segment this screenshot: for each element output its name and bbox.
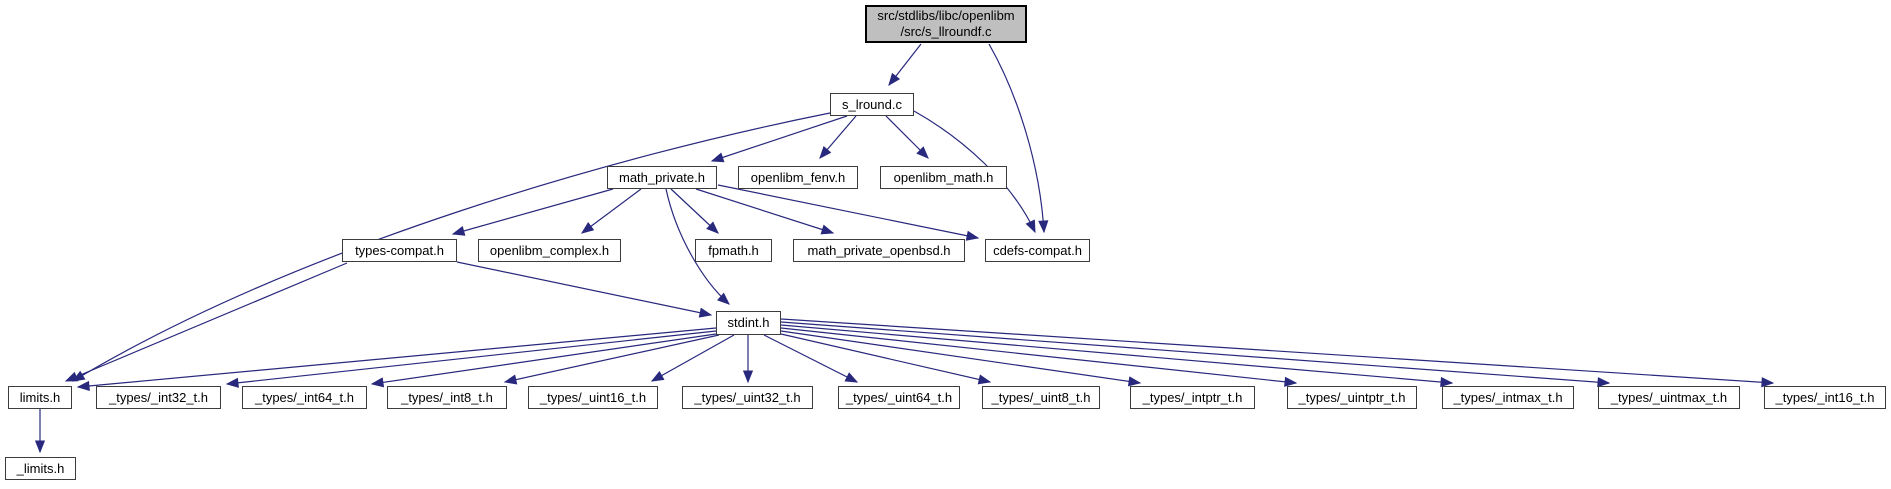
node-label: _types/_intptr_t.h [1142, 389, 1243, 405]
node-types-uint64-t-h[interactable] [838, 386, 960, 409]
node-label: _types/_int16_t.h [1775, 389, 1875, 405]
node-label: types-compat.h [355, 242, 444, 258]
node-label: limits.h [19, 389, 61, 405]
edge-stdint-h-to-types-int64-t-h [372, 334, 716, 384]
node-label: s_lround.c [842, 96, 902, 112]
edge-stdint-h-to-types-uint64-t-h [764, 335, 857, 382]
edge-math-private-h-to-fpmath-h [671, 189, 718, 233]
node-types-int8-t-h[interactable] [387, 386, 507, 409]
node-label: math_private.h [619, 169, 705, 185]
node-label: math_private_openbsd.h [807, 242, 951, 258]
node-label: _types/_int32_t.h [108, 389, 209, 405]
node-label: _types/_uintptr_t.h [1298, 389, 1406, 405]
edge-stdint-h-to-types-uint8-t-h [781, 334, 990, 382]
edge-stdint-h-to-limits-h [78, 328, 716, 387]
edge-stdint-h-to-types-intptr-t-h [781, 331, 1140, 383]
node-label: _types/_int8_t.h [401, 389, 493, 405]
edge-math-private-h-to-openlibm-complex-h [582, 189, 641, 233]
edge-s-lround-c-to-openlibm-fenv-h [820, 116, 856, 158]
node-fpmath-h[interactable] [695, 239, 772, 262]
edge-s-llroundf-c-to-s-lround-c [889, 44, 921, 85]
edge-math-private-h-to-cdefs-compat-h [718, 185, 978, 238]
node-limits-h[interactable] [8, 386, 72, 409]
edge-math-private-h-to-types-compat-h [453, 189, 613, 234]
node-types-intptr-t-h[interactable] [1130, 386, 1255, 409]
edge-types-compat-h-to-stdint-h [457, 262, 711, 315]
edge-s-lround-c-to-math-private-h [712, 116, 847, 161]
node-openlibm-complex-h[interactable] [478, 239, 621, 262]
edge-stdint-h-to-types-intmax-t-h [781, 325, 1452, 383]
node-label: openlibm_math.h [893, 169, 994, 185]
node-label-line2: /src/s_llroundf.c [900, 24, 992, 39]
node-openlibm-fenv-h[interactable] [738, 166, 858, 189]
node-underscore-limits-h[interactable] [5, 457, 76, 480]
node-label: openlibm_complex.h [489, 242, 610, 258]
edge-stdint-h-to-types-uint16-t-h [652, 335, 734, 381]
edge-stdint-h-to-types-int32-t-h [227, 331, 716, 384]
node-label: _types/_uint16_t.h [539, 389, 647, 405]
node-stdint-h[interactable] [716, 311, 781, 335]
node-label-line1: src/stdlibs/libc/openlibm [877, 8, 1015, 23]
node-label: openlibm_fenv.h [750, 169, 846, 185]
node-types-int32-t-h[interactable] [96, 386, 221, 409]
node-label: _types/_intmax_t.h [1453, 389, 1563, 405]
node-math-private-openbsd-h[interactable] [793, 239, 965, 262]
node-s-llroundf-c [865, 5, 1027, 43]
edge-stdint-h-to-types-uintmax-t-h [781, 322, 1609, 383]
node-types-int16-t-h[interactable] [1764, 386, 1886, 409]
node-label: _limits.h [16, 460, 65, 476]
node-label: _types/_int64_t.h [254, 389, 355, 405]
node-types-uintptr-t-h[interactable] [1287, 386, 1417, 409]
node-label: stdint.h [727, 315, 770, 330]
node-label: _types/_uint32_t.h [694, 389, 801, 405]
node-cdefs-compat-h[interactable] [985, 239, 1090, 262]
edge-stdint-h-to-types-uintptr-t-h [781, 328, 1296, 383]
edge-stdint-h-to-types-int16-t-h [781, 319, 1773, 383]
node-types-uint32-t-h[interactable] [682, 386, 813, 409]
node-label: cdefs-compat.h [993, 242, 1082, 258]
node-label: _types/_uintmax_t.h [1610, 389, 1728, 405]
node-openlibm-math-h[interactable] [880, 166, 1007, 189]
node-types-uint8-t-h[interactable] [982, 386, 1100, 409]
edge-s-llroundf-c-to-cdefs-compat-h [989, 44, 1044, 232]
node-math-private-h[interactable] [607, 166, 717, 189]
node-types-uint16-t-h[interactable] [528, 386, 658, 409]
node-types-uintmax-t-h[interactable] [1598, 386, 1740, 409]
edge-types-compat-h-to-limits-h [66, 263, 347, 381]
node-label: _types/_uint8_t.h [991, 389, 1091, 405]
node-types-compat-h[interactable] [342, 239, 457, 262]
edge-stdint-h-to-types-int8-t-h [505, 335, 719, 382]
node-types-int64-t-h[interactable] [242, 386, 367, 409]
node-s-lround-c[interactable] [830, 93, 914, 116]
node-types-intmax-t-h[interactable] [1442, 386, 1574, 409]
edge-math-private-h-to-math-private-openbsd-h [696, 189, 833, 233]
node-label: _types/_uint64_t.h [845, 389, 953, 405]
node-label: fpmath.h [708, 242, 759, 258]
edge-s-lround-c-to-openlibm-math-h [886, 116, 928, 158]
